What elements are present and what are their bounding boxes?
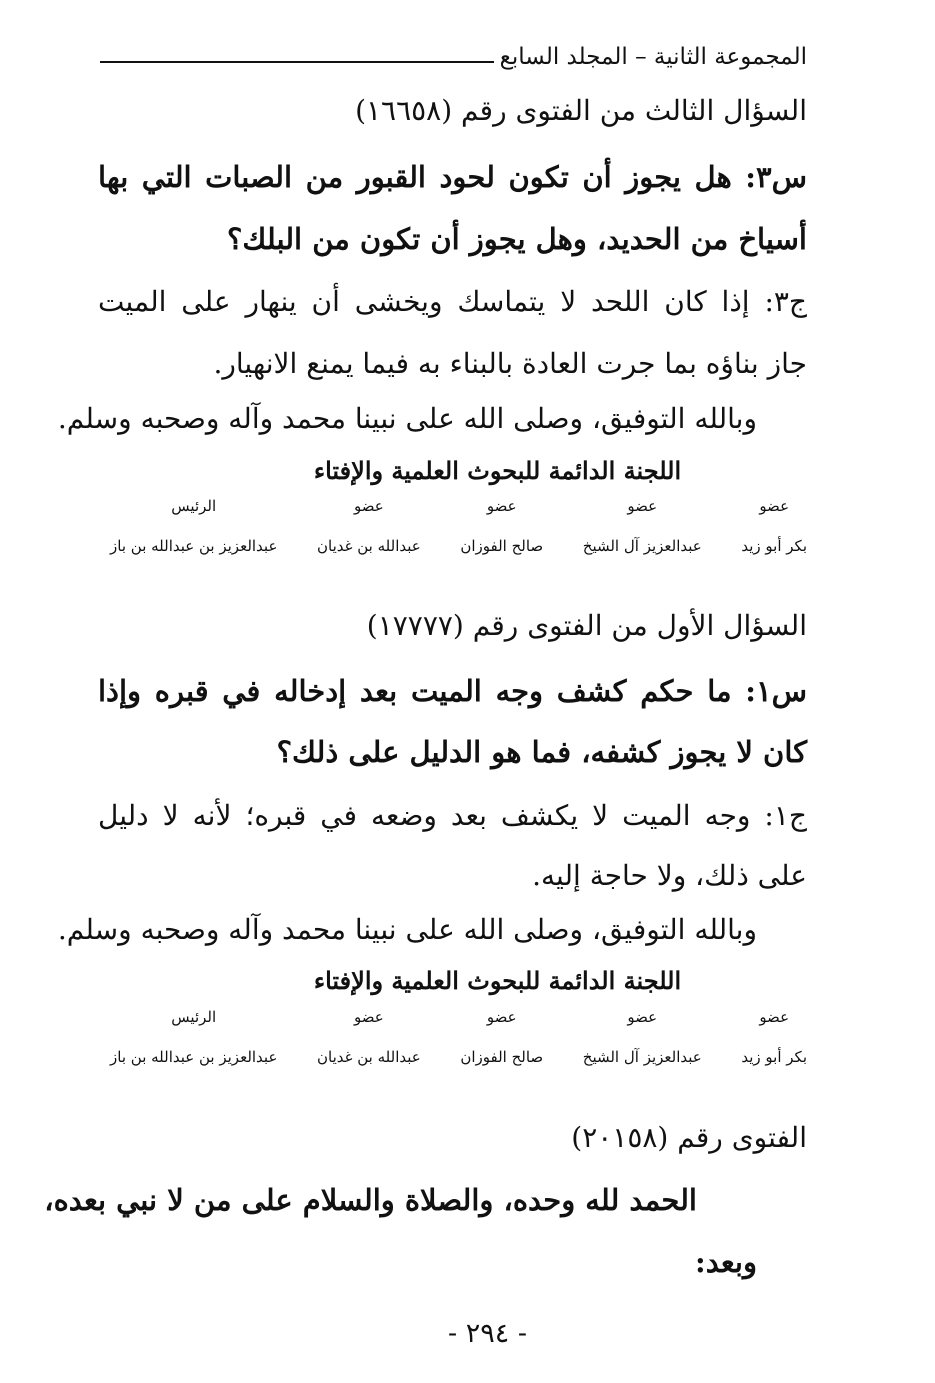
fatwa-2-title: السؤال الأول من الفتوى رقم (١٧٧٧٧) [366, 609, 807, 642]
fatwa-1-answer-line1: ج٣: إذا كان اللحد لا يتماسك ويخشى أن ينهار على الميت [98, 285, 807, 318]
signatory [317, 1008, 421, 1066]
signatory-role: عضو [354, 1008, 384, 1026]
signatory [741, 1008, 807, 1066]
signatory-role: عضو [486, 1008, 517, 1026]
fatwa-1-closing: وبالله التوفيق، وصلى الله على نبينا محمد وآله وصحبه وسلم. [57, 402, 757, 435]
fatwa-2-answer-line2: على ذلك، ولا حاجة إليه. [532, 859, 807, 892]
fatwa-1-signatures [110, 497, 807, 555]
signatory [110, 497, 277, 555]
fatwa-2-committee: اللجنة الدائمة للبحوث العلمية والإفتاء [313, 966, 682, 995]
header-rule [100, 61, 494, 63]
signatory-name: بكر أبو زيد [741, 537, 807, 555]
fatwa-2-question-line2: كان لا يجوز كشفه، فما هو الدليل على ذلك؟ [276, 735, 807, 769]
fatwa-2-answer-line1: ج١: وجه الميت لا يكشف بعد وضعه في قبره؛ لأنه لا دليل [98, 799, 807, 832]
signatory-name: بكر أبو زيد [741, 1048, 807, 1066]
signatory-role: عضو [759, 497, 790, 515]
signatory-role: عضو [354, 497, 384, 515]
signatory-name: عبدالله بن غديان [317, 537, 421, 555]
signatory [110, 1008, 277, 1066]
signatory [460, 1008, 543, 1066]
fatwa-3-title: الفتوى رقم (٢٠١٥٨) [571, 1121, 807, 1154]
fatwa-2-closing: وبالله التوفيق، وصلى الله على نبينا محمد وآله وصحبه وسلم. [57, 913, 757, 946]
fatwa-1-question-line1: س٣: هل يجوز أن تكون لحود القبور من الصبات التي بها [98, 160, 807, 194]
signatory-name: صالح الفوزان [460, 537, 544, 555]
signatory-name: عبدالعزيز آل الشيخ [582, 537, 702, 555]
fatwa-3-intro-line2: وبعد: [695, 1245, 757, 1279]
signatory [317, 497, 421, 555]
signatory [741, 497, 807, 555]
page-number: - ٢٩٤ - [448, 1318, 527, 1349]
signatory-role: عضو [627, 497, 658, 515]
fatwa-1-question-line2: أسياخ من الحديد، وهل يجوز أن تكون من البلك؟ [227, 222, 807, 256]
signatory-role: عضو [759, 1008, 790, 1026]
fatwa-1-answer-line2: جاز بناؤه بما جرت العادة بالبناء به فيما يمنع الانهيار. [213, 347, 807, 380]
signatory-role: الرئيس [171, 497, 217, 515]
fatwa-1-committee: اللجنة الدائمة للبحوث العلمية والإفتاء [313, 456, 682, 485]
fatwa-2-signatures [110, 1008, 807, 1066]
fatwa-3-intro-line1: الحمد لله وحده، والصلاة والسلام على من لا نبي بعده، [44, 1183, 697, 1217]
signatory [583, 497, 702, 555]
signatory-name: عبدالعزيز بن عبدالله بن باز [110, 1048, 278, 1066]
fatwa-2-question-line1: س١: ما حكم كشف وجه الميت بعد إدخاله في قبره وإذا [98, 674, 807, 708]
signatory-name: عبدالعزيز بن عبدالله بن باز [110, 537, 278, 555]
signatory-role: عضو [627, 1008, 658, 1026]
header-title: المجموعة الثانية – المجلد السابع [499, 44, 807, 70]
running-header [100, 30, 807, 70]
signatory-role: عضو [486, 497, 517, 515]
signatory-role: الرئيس [171, 1008, 217, 1026]
signatory-name: عبدالعزيز آل الشيخ [582, 1048, 702, 1066]
signatory [460, 497, 543, 555]
signatory-name: عبدالله بن غديان [317, 1048, 421, 1066]
fatwa-1-title: السؤال الثالث من الفتوى رقم (١٦٦٥٨) [355, 94, 807, 127]
signatory-name: صالح الفوزان [460, 1048, 544, 1066]
signatory [583, 1008, 702, 1066]
